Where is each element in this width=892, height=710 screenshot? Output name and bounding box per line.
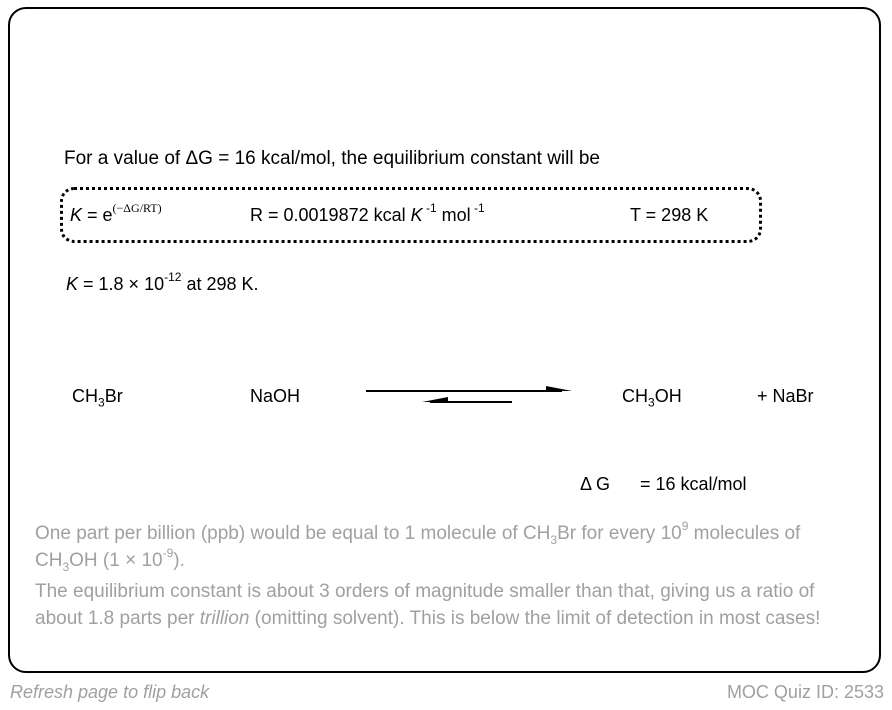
k-symbol: K <box>70 205 83 225</box>
explanation-p1-sub1: 3 <box>550 532 558 547</box>
intro-text-before: For a value of <box>64 148 186 169</box>
product-ch3oh <box>622 386 682 410</box>
k-result-value: = 1.8 × 10 <box>78 274 165 294</box>
k-result-suffix: at 298 K. <box>181 274 259 294</box>
r-exp1: -1 <box>422 201 437 215</box>
explanation-p1-c: molecules of CH <box>35 523 801 571</box>
explanation-p1-b: Br for every 10 <box>557 523 682 544</box>
product-nabr: + NaBr <box>757 386 814 406</box>
explanation-p2-a: The equilibrium constant is about 3 orders of magnitude smaller than that, giving us a ratio of about 1.8 parts per <box>35 581 815 629</box>
reactant1-subscript: 3 <box>98 395 105 410</box>
explanation-p1-d: OH (1 × 10 <box>69 550 163 571</box>
r-text: R = 0.0019872 kcal <box>250 205 411 225</box>
delta-symbol: Δ <box>185 148 199 169</box>
equals-e: = e <box>82 205 113 225</box>
r-kelvin: K <box>410 205 423 225</box>
explanation-p2-b: (omitting solvent). This is below the limit of detection in most cases! <box>249 608 821 629</box>
delta-g-label: Δ G <box>580 474 611 494</box>
delta-g-value: = 16 kcal/mol <box>640 474 747 494</box>
product1-subscript: 3 <box>648 395 655 410</box>
explanation-p1-e: ). <box>173 550 185 571</box>
r-exp2: -1 <box>470 201 485 215</box>
quiz-id: MOC Quiz ID: 2533 <box>726 682 884 702</box>
explanation-p2-italic: trillion <box>199 608 250 629</box>
r-mol: mol <box>436 205 471 225</box>
explanation-p1-a: One part per billion (ppb) would be equal to 1 molecule of CH <box>35 523 551 544</box>
temperature: T = 298 K <box>630 205 709 225</box>
reactant1-part-b: Br <box>104 386 123 406</box>
explanation-p1-sup1: 9 <box>681 518 689 533</box>
product1-part-a: CH <box>622 386 648 406</box>
reactant-naoh: NaOH <box>250 386 301 406</box>
exponent-text: (−ΔG/RT) <box>112 201 162 215</box>
explanation-paragraph-2 <box>35 578 835 632</box>
intro-text-after: G = 16 kcal/mol, the equilibrium constant will be <box>198 148 600 169</box>
product1-part-b: OH <box>654 386 682 406</box>
k-result-symbol: K <box>66 274 79 294</box>
explanation-p1-sup2: -9 <box>162 545 174 560</box>
explanation-paragraph-1 <box>35 520 835 574</box>
k-result-exponent: -12 <box>164 270 182 284</box>
reactant1-part-a: CH <box>72 386 98 406</box>
explanation-p1-sub2: 3 <box>62 559 70 574</box>
refresh-hint: Refresh page to flip back <box>10 682 210 702</box>
